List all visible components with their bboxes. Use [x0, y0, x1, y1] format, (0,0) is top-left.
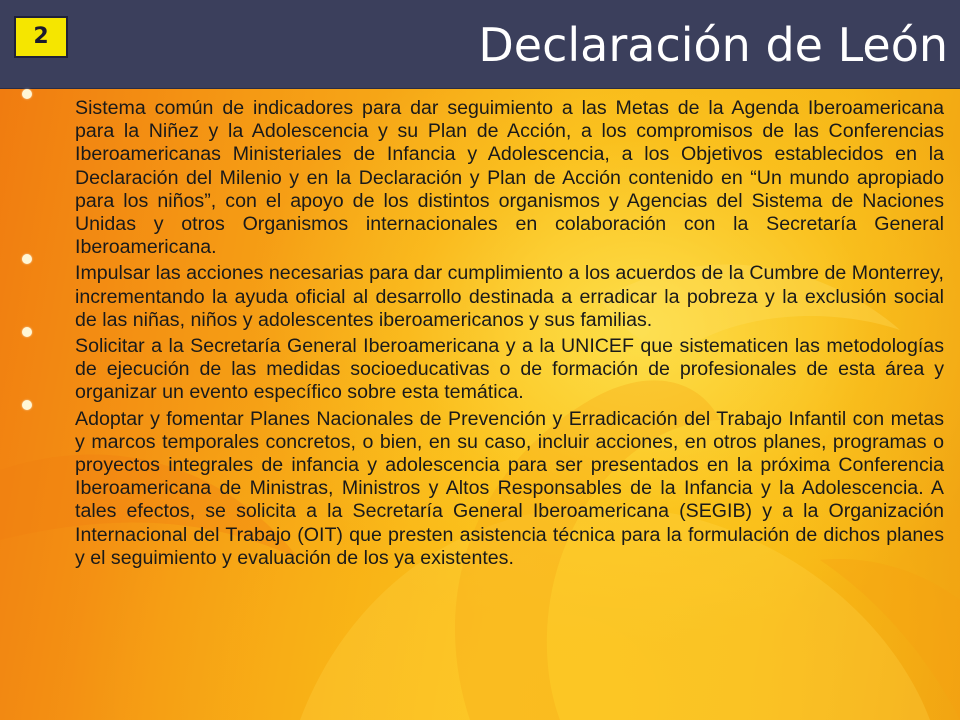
bullet-list: [0, 97, 960, 573]
slide-title: Declaración de León: [478, 18, 948, 72]
bullet-dot-icon: [22, 89, 32, 99]
bullet-text: Solicitar a la Secretaría General Iberoamericana y a la UNICEF que sistematicen las metodologías de ejecución de las medidas socioeducativas o de formación de profesionales de esta área y organizar un evento específico sobre esta temática.: [75, 335, 944, 404]
bullet-text: Impulsar las acciones necesarias para dar cumplimiento a los acuerdos de la Cumbre de Monterrey, incrementando la ayuda oficial al desarrollo destinada a erradicar la pobreza y la exclusión social de las niñas, niños y adolescentes iberoamericanos y sus familias.: [75, 262, 944, 331]
bullet-item: [0, 262, 960, 332]
bullet-dot-icon: [22, 254, 32, 264]
bullet-item: [0, 97, 960, 259]
bullet-item: [0, 335, 960, 405]
bullet-text: Adoptar y fomentar Planes Nacionales de Prevención y Erradicación del Trabajo Infantil con metas y marcos temporales concretos, o bien, en su caso, incluir acciones, en otros planes, programas o proyectos integrales de infancia y adolescencia para ser presentados en la próxima Conferencia Iberoamericana de Ministras, Ministros y Altos Responsables de la Infancia y la Adolescencia. A tales efectos, se solicita a la Secretaría General Iberoamericana (SEGIB) y a la Organización Internacional del Trabajo (OIT) que presten asistencia técnica para la formulación de dichos planes y el seguimiento y evaluación de los ya existentes.: [75, 407, 944, 569]
slide-number-badge: 2: [14, 16, 68, 58]
title-bar: [0, 0, 960, 89]
bullet-dot-icon: [22, 327, 32, 337]
bullet-dot-icon: [22, 400, 32, 410]
bullet-item: [0, 408, 960, 570]
bullet-text: Sistema común de indicadores para dar seguimiento a las Metas de la Agenda Iberoamericana para la Niñez y la Adolescencia y su Plan de Acción, a los compromisos de las Conferencias Iberoamericanas Ministeriales de Infancia y Adolescencia, a los Objetivos establecidos en la Declaración del Milenio y en la Declaración y Plan de Acción contenido en “Un mundo apropiado para los niños”, con el apoyo de los distintos organismos y Agencias del Sistema de Naciones Unidas y otros Organismos internacionales en colaboración con la Secretaría General Iberoamericana.: [75, 97, 944, 259]
